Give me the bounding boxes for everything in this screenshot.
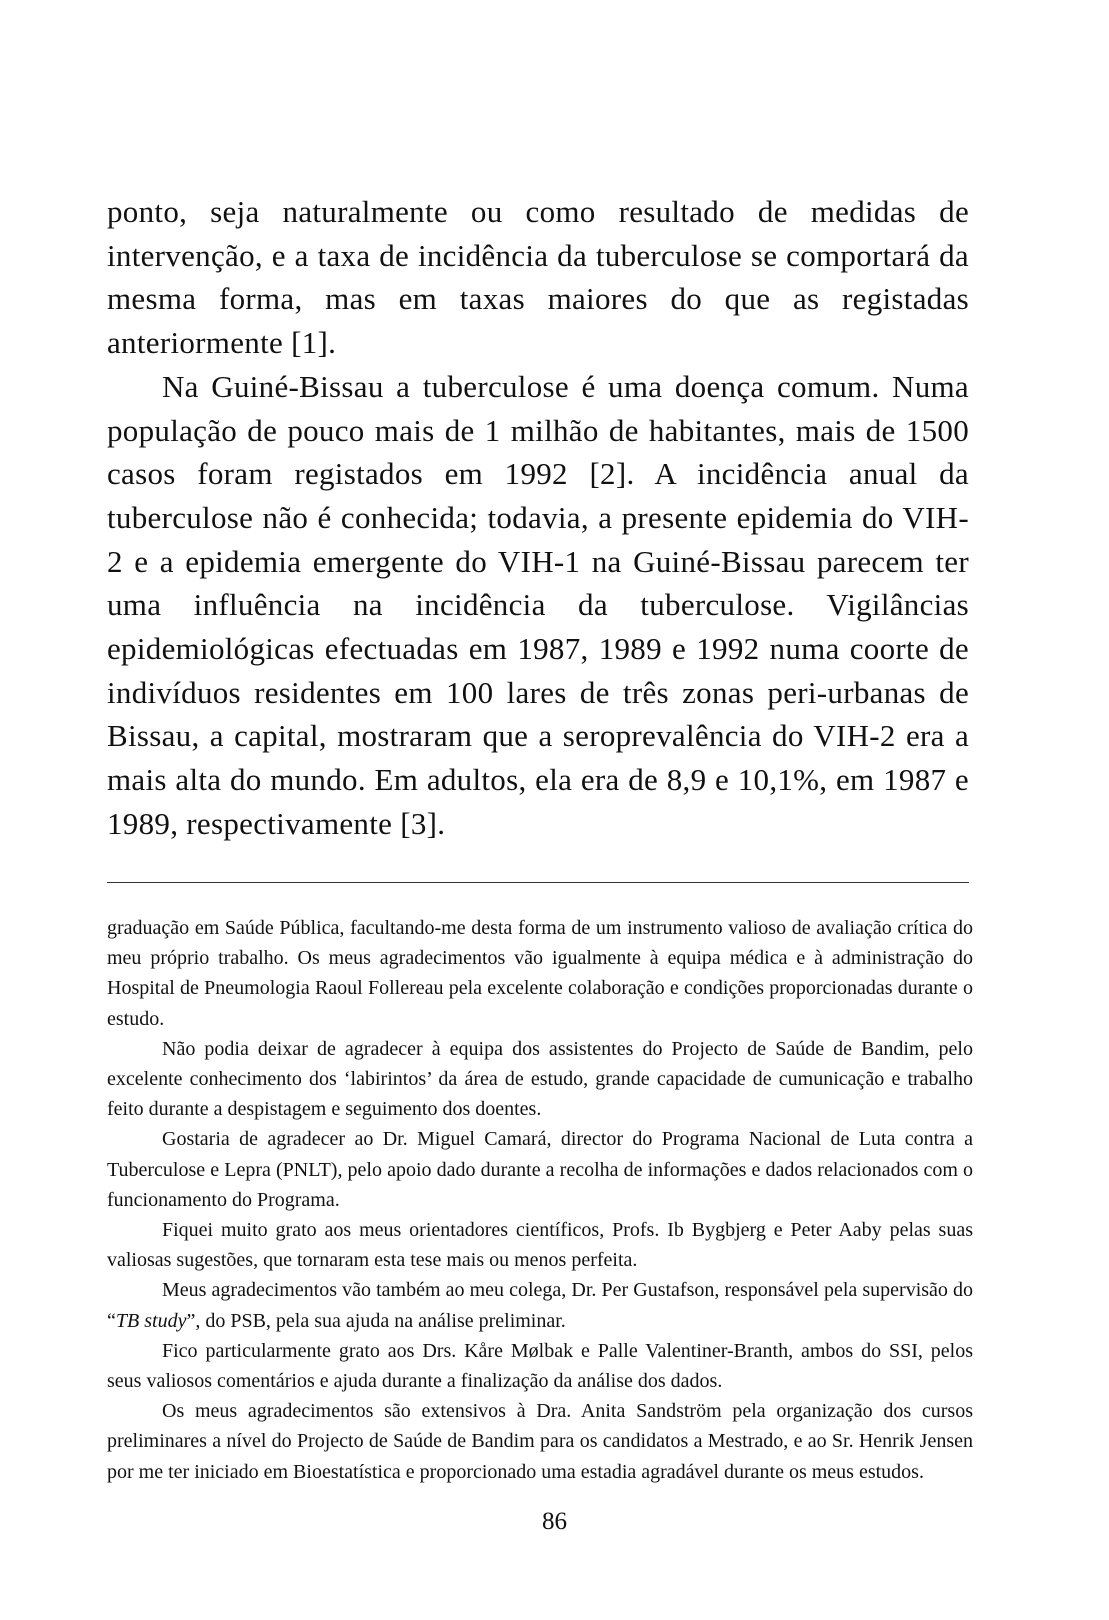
body-text	[107, 190, 969, 846]
body-paragraph: Na Guiné-Bissau a tuberculose é uma doença comum. Numa população de pouco mais de 1 milhão de habitantes, mais de 1500 casos foram registados em 1992 [2]. A incidência anual da tuberculose não é conhecida; todavia, a presente epidemia do VIH-2 e a epidemia emergente do VIH-1 na Guiné-Bissau parecem ter uma influência na incidência da tuberculose. Vigilâncias epidemiológicas efectuadas em 1987, 1989 e 1992 numa coorte de indivíduos residentes em 100 lares de três zonas peri-urbanas de Bissau, a capital, mostraram que a seroprevalência do VIH-2 era a mais alta do mundo. Em adultos, ela era de 8,9 e 10,1%, em 1987 e 1989, respectivamente [3].	[107, 368, 969, 841]
footnote-text: Meus agradecimentos vão também ao meu colega, Dr. Per Gustafson, responsável pela supervisão do “	[107, 1279, 973, 1332]
footnote-paragraph: Os meus agradecimentos são extensivos à Dra. Anita Sandström pela organização dos cursos preliminares a nível do Projecto de Saúde de Bandim para os candidatos a Mestrado, e ao Sr. Henrik Jensen por me ter iniciado em Bioestatística e proporcionado uma estadia agradável durante os meus estudos.	[107, 1400, 973, 1483]
page-number: 86	[542, 1508, 567, 1535]
footnote-paragraph	[107, 1275, 973, 1335]
footnote-paragraph: Não podia deixar de agradecer à equipa dos assistentes do Projecto de Saúde de Bandim, pelo excelente conhecimento dos ‘labirintos’ da área de estudo, grande capacidade de cumunicação e trabalho feito durante a despistagem e seguimento dos doentes.	[107, 1037, 973, 1121]
body-paragraph: ponto, seja naturalmente ou como resultado de medidas de intervenção, e a taxa de incidência da tuberculose se comportará da mesma forma, mas em taxas maiores do que as registadas anteriormente [1].	[107, 194, 969, 361]
study-name: TB study	[115, 1309, 187, 1332]
footnote-divider	[107, 882, 969, 883]
footnote-paragraph: Gostaria de agradecer ao Dr. Miguel Camará, director do Programa Nacional de Luta contra a Tuberculose e Lepra (PNLT), pelo apoio dado durante a recolha de informações e dados relacionados com o funcionamento do Programa.	[107, 1128, 973, 1211]
footnote-text: ”, do PSB, pela sua ajuda na análise preliminar.	[186, 1309, 566, 1332]
footnotes	[107, 913, 973, 1487]
footnote-paragraph: graduação em Saúde Pública, facultando-me desta forma de um instrumento valioso de avaliação crítica do meu próprio trabalho. Os meus agradecimentos vão igualmente à equipa médica e à administração do Hospital de Pneumologia Raoul Follereau pela excelente colaboração e condições proporcionadas durante o estudo.	[107, 917, 973, 1030]
footnote-paragraph: Fico particularmente grato aos Drs. Kåre Mølbak e Palle Valentiner-Branth, ambos do SSI, pelos seus valiosos comentários e ajuda durante a finalização da análise dos dados.	[107, 1339, 973, 1393]
footnote-paragraph: Fiquei muito grato aos meus orientadores científicos, Profs. Ib Bygbjerg e Peter Aaby pelas suas valiosas sugestões, que tornaram esta tese mais ou menos perfeita.	[107, 1219, 973, 1272]
